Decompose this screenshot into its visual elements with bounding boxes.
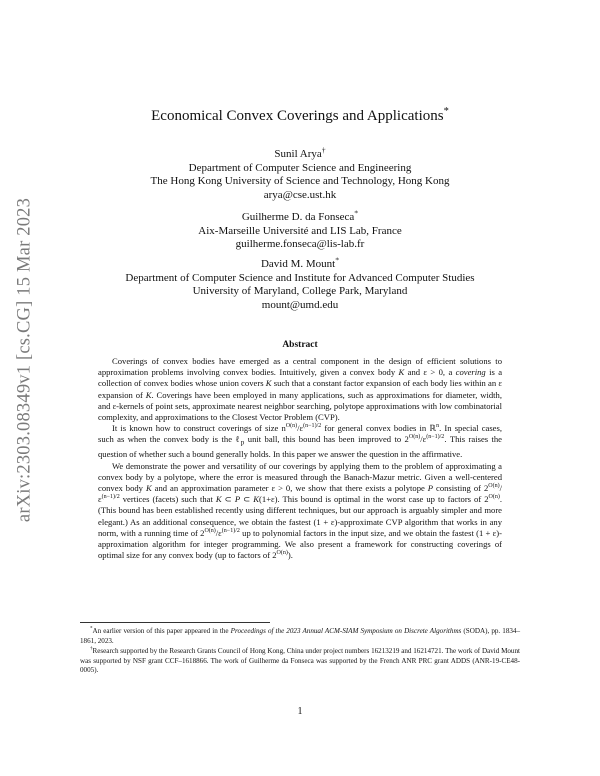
paper-title-text: Economical Convex Coverings and Applications xyxy=(151,108,444,124)
author-block-mount xyxy=(80,255,520,312)
affiliation-line: Department of Computer Science and Engineering xyxy=(188,161,412,174)
abstract-paragraph-1: Coverings of convex bodies have emerged as a central component in the design of efficient solutions to approximation problems involving convex bodies. Intuitively, given a convex body K and ε > 0, a covering is a collection of convex bodies whose union covers K such that a constant factor expansion of each body lies within an ε expansion of K. Coverings have been employed in many applications, such as approximations for diameter, width, and ε-kernels of point sets, approximate nearest neighbor searching, polytope approximations with low combinatorial complexity, and approximations to the Closest Vector Problem (CVP). xyxy=(98,356,503,423)
abstract-body xyxy=(98,356,502,561)
author-block-fonseca xyxy=(80,208,520,252)
affiliation-line: The Hong Kong University of Science and Technology, Hong Kong xyxy=(150,175,450,187)
author-name: David M. Mount* xyxy=(260,255,340,270)
affiliation-line: Aix-Marseille Université and LIS Lab, France xyxy=(198,224,402,237)
author-block-arya xyxy=(80,145,520,202)
affiliation-line: Department of Computer Science and Institute for Advanced Computer Studies xyxy=(125,271,475,284)
author-email[interactable]: guilherme.fonseca@lis-lab.fr xyxy=(235,238,365,250)
author-email[interactable]: arya@cse.ust.hk xyxy=(263,188,337,201)
affiliation-line: University of Maryland, College Park, Maryland xyxy=(192,285,408,297)
arxiv-stamp-text: arXiv:2303.08349v1 [cs.CG] 15 Mar 2023 xyxy=(14,197,35,523)
title-footnote-mark[interactable]: * xyxy=(443,106,449,117)
paper-title xyxy=(80,108,520,125)
page-number: 1 xyxy=(297,706,303,717)
author-footnote-mark[interactable]: * xyxy=(354,208,359,218)
footnote-2: †Research supported by the Research Grants Council of Hong Kong, China under project numbers 16213219 and 16214721. The work of David Mount was supported by NSF grant CCF–1618866. The work of Guilherme da Fonseca was supported by the French ANR PRC grant ADDS (ANR-19-CE48-0005). xyxy=(80,646,520,674)
author-name: Guilherme D. da Fonseca* xyxy=(241,208,359,223)
abstract-paragraph-2: It is known how to construct coverings of size $n^{O(n)}/\varepsilon^{(n-1)/2}$ for general convex bodies in ℝ$^n$. In special cases, such as when the convex body is the ℓ$_p$ unit ball, this bound has been improved to $2^{O(n)}/\varepsilon^{(n-1)/2}$. This raises the question of whether such a bound generally holds. In this paper we answer the question in the affirmative. xyxy=(98,423,502,460)
footnote-1: *An earlier version of this paper appeared in the Proceedings of the 2023 Annual ACM-SIAM Symposium on Discrete Algorithms (SODA), pp. 1834–1861, 2023. xyxy=(80,626,521,645)
footnotes xyxy=(80,627,520,677)
abstract-paragraph-3: We demonstrate the power and versatility of our coverings by applying them to the problem of approximating a convex body by a polytope, where the error is measured through the Banach-Mazur metric. Given a well-centered convex body K and an approximation parameter ε > 0, we show that there exists a polytope P consisting of $2^{O(n)}/\varepsilon^{(n-1)/2}$ vertices (facets) such that K ⊂ P ⊂ K(1+ε). This bound is optimal in the worst case up to factors of $2^{O(n)}$. (This bound has been established recently using different techniques, but our approach is arguably simpler and more elegant.) As an additional consequence, we obtain the fastest (1 + ε)-approximate CVP algorithm that works in any norm, with a running time of $2^{O(n)}/\varepsilon^{(n-1)/2}$ up to polynomial factors in the input size, and we obtain the fastest (1 + ε)-approximation algorithm for integer programming. We also present a framework for constructing coverings of optimal size for any convex body (up to factors of $2^{O(n)}$). xyxy=(98,460,503,561)
author-footnote-mark[interactable]: * xyxy=(335,255,340,265)
footnote-rule xyxy=(80,622,270,623)
author-name: Sunil Arya† xyxy=(274,145,326,160)
author-email[interactable]: mount@umd.edu xyxy=(261,298,339,311)
author-footnote-mark[interactable]: † xyxy=(321,145,326,155)
arxiv-side-stamp xyxy=(14,145,36,575)
abstract-heading: Abstract xyxy=(282,340,318,350)
